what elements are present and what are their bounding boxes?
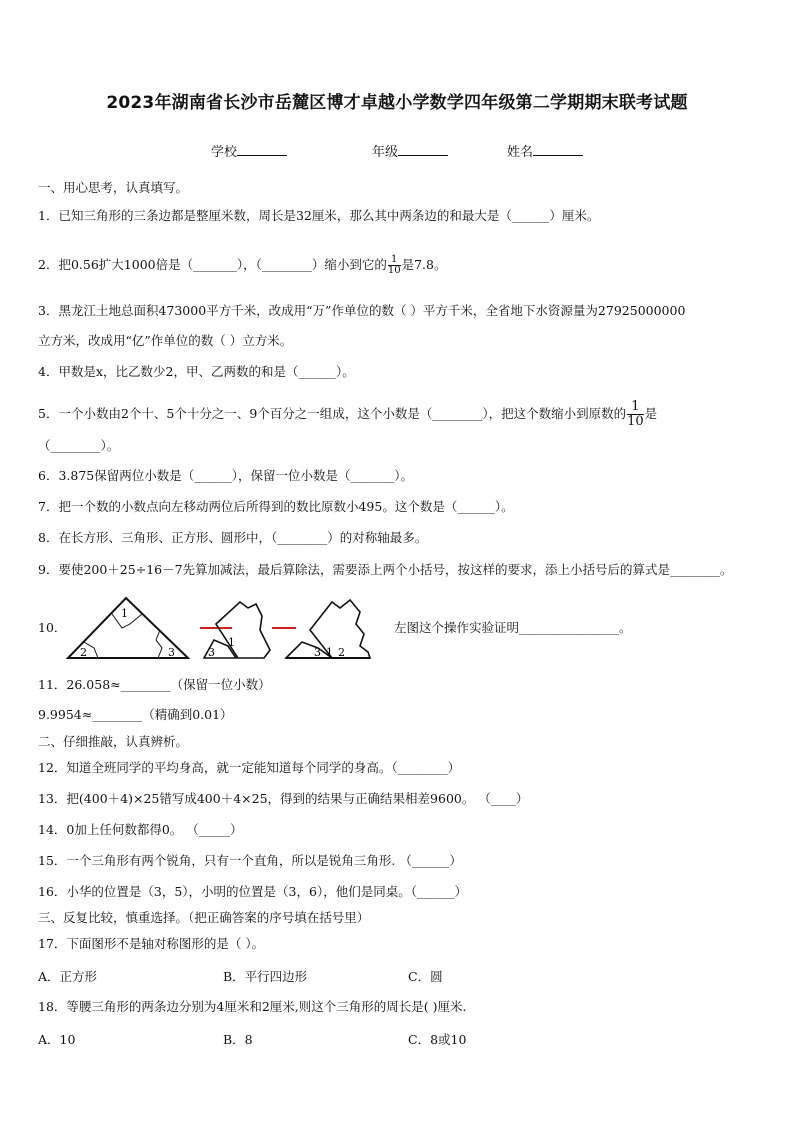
section-heading-1: 一、用心思考，认真填写。: [38, 180, 189, 195]
grade-field: [372, 141, 448, 160]
school-blank: [237, 143, 287, 156]
fraction-numerator: 1: [391, 254, 398, 265]
question-18-option-b: B．8: [223, 1032, 253, 1047]
question-18: 18．等腰三角形的两条边分别为4厘米和2厘米,则这个三角形的周长是( )厘米.: [38, 999, 467, 1014]
name-label: 姓名: [507, 145, 534, 160]
fraction-numerator: 1: [631, 399, 640, 414]
angle-label-2: 2: [338, 646, 345, 659]
question-4: 4．甲数是x，比乙数少2，甲、乙两数的和是（______）。: [38, 364, 355, 379]
angle-label-3: 3: [208, 646, 215, 659]
question-16: 16．小华的位置是（3，5），小明的位置是（3，6），他们是同桌。（______）: [38, 884, 467, 899]
question-3: 3．黑龙江土地总面积473000平方千米，改成用“万”作单位的数（ ）平方千米，全省地下水资源量为27925000000: [38, 303, 686, 318]
grade-label: 年级: [372, 145, 399, 160]
question-3-continued: 立方米，改成用“亿”作单位的数（ ）立方米。: [38, 333, 293, 348]
question-15: 15．一个三角形有两个锐角，只有一个直角，所以是锐角三角形. （______）: [38, 853, 462, 868]
question-5: [38, 400, 657, 429]
question-5-continued: （________）。: [38, 438, 120, 453]
triangle-angle-experiment-figure: [64, 594, 386, 662]
question-8: 8．在长方形、三角形、正方形、圆形中，（________）的对称轴最多。: [38, 530, 428, 545]
fraction-one-tenth: [627, 400, 644, 429]
question-2-tail: 是7.8。: [401, 257, 447, 272]
question-18-option-c: C．8或10: [408, 1032, 467, 1047]
question-2-text: 2．把0.56扩大1000倍是（_______），（________）缩小到它的: [38, 257, 387, 272]
question-12: 12．知道全班同学的平均身高，就一定能知道每个同学的身高。（________）: [38, 760, 461, 775]
angle-label-1: 1: [121, 607, 128, 620]
question-2: [38, 255, 446, 276]
straight-angle-assembly: [286, 600, 370, 659]
question-7: 7．把一个数的小数点向左移动两位后所得到的数比原数小495。这个数是（______）。: [38, 499, 514, 514]
angle-label-1: 1: [326, 646, 333, 659]
question-6: 6．3.875保留两位小数是（______），保留一位小数是（_______）。: [38, 468, 413, 483]
question-17-option-c: C．圆: [408, 969, 443, 984]
question-13: 13．把(400＋4)×25错写成400＋4×25，得到的结果与正确结果相差9600。 （____）: [38, 791, 529, 806]
question-10-number: 10．: [38, 620, 67, 635]
question-17-option-b: B．平行四边形: [223, 969, 308, 984]
full-triangle: [68, 598, 188, 659]
school-field: [211, 141, 287, 160]
name-blank: [533, 143, 583, 156]
angle-label-2: 2: [80, 646, 87, 659]
question-5-tail: 是: [644, 406, 658, 421]
grade-blank: [398, 143, 448, 156]
question-14: 14．0加上任何数都得0。 （_____）: [38, 822, 243, 837]
fraction-one-tenth: [388, 255, 401, 276]
question-11-part-2: 9.9954≈________（精确到0.01）: [38, 707, 233, 722]
question-9: 9．要使200＋25÷16－7先算加减法，最后算除法，需要添上两个小括号，按这样的要求，添上小括号后的算式是________。: [38, 562, 733, 577]
name-field: [507, 141, 583, 160]
torn-triangle-step-1: [204, 602, 270, 659]
exam-title: 2023年湖南省长沙市岳麓区博才卓越小学数学四年级第二学期期末联考试题: [106, 93, 688, 113]
question-10-text: 左图这个操作实验证明________________。: [394, 620, 632, 635]
section-heading-2: 二、仔细推敲，认真辨析。: [38, 734, 189, 749]
fraction-denominator: 10: [387, 265, 401, 276]
angle-label-3: 3: [168, 646, 175, 659]
school-label: 学校: [211, 145, 238, 160]
question-17-option-a: A．正方形: [38, 969, 98, 984]
question-1: 1．已知三角形的三条边都是整厘米数，周长是32厘米，那么其中两条边的和最大是（______）厘米。: [38, 208, 600, 223]
angle-label-1: 1: [228, 636, 235, 649]
question-18-option-a: A．10: [38, 1032, 76, 1047]
question-5-text: 5．一个小数由2个十、5个十分之一、9个百分之一组成，这个小数是（________），把这个数缩小到原数的: [38, 406, 627, 421]
angle-label-3: 3: [314, 646, 321, 659]
section-heading-3: 三、反复比较，慎重选择。（把正确答案的序号填在括号里）: [38, 910, 370, 925]
fraction-denominator: 10: [627, 414, 644, 429]
question-17: 17．下面图形不是轴对称图形的是（ ）。: [38, 936, 265, 951]
question-11: 11．26.058≈________（保留一位小数）: [38, 677, 271, 692]
